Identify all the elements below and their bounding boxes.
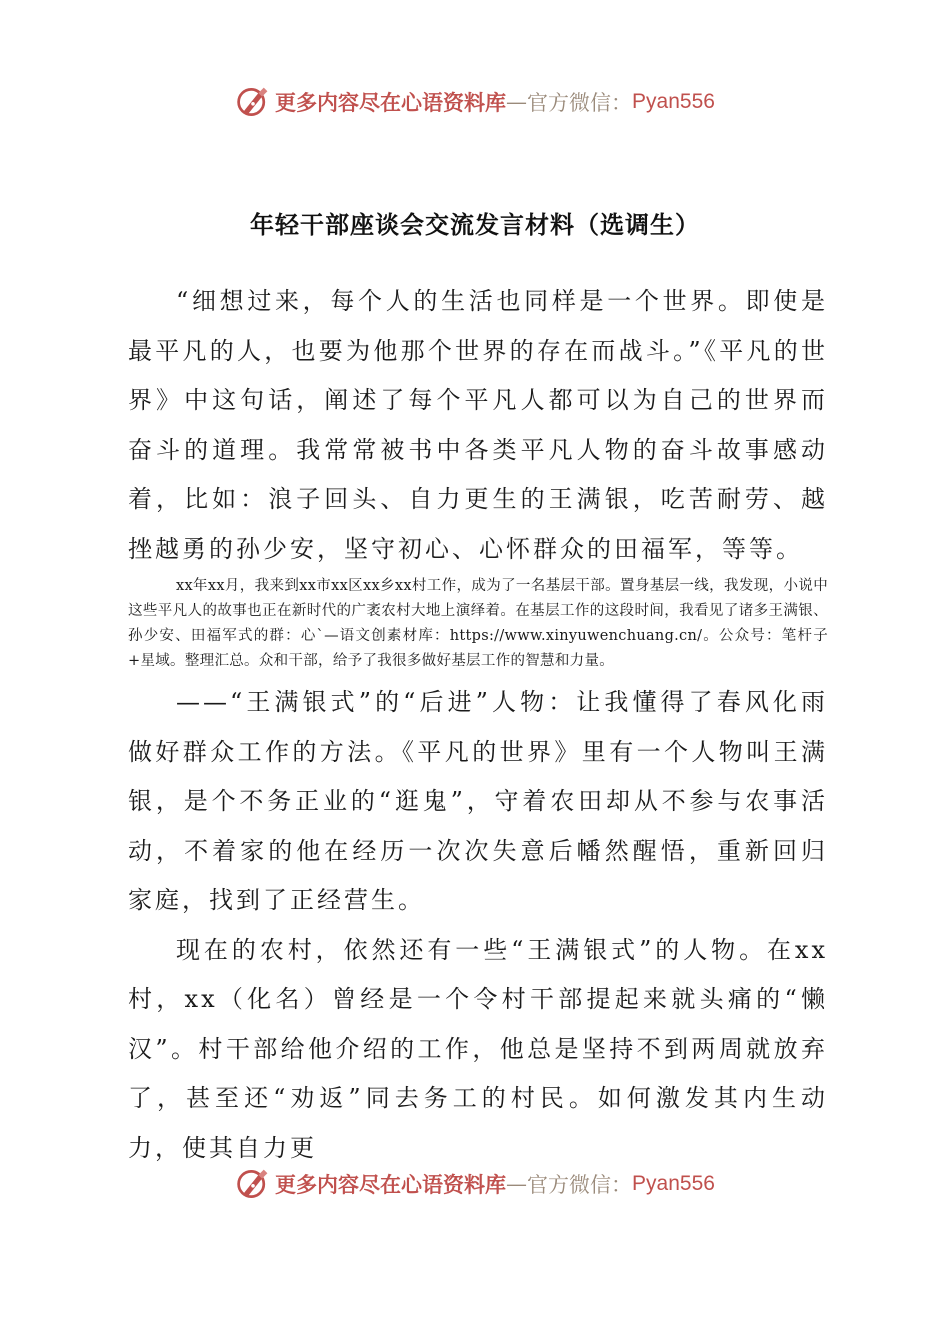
banner-wechat-id: Pyan556 [632,1172,715,1195]
document-body [128,277,828,1173]
document-title: 年轻干部座谈会交流发言材料（选调生） [250,211,700,239]
paragraph-small-print: xx年xx月，我来到xx市xx区xx乡xx村工作，成为了一名基层干部。置身基层一线，我发现，小说中这些平凡人的故事也正在新时代的广袤农村大地上演绎着。在基层工作的这段时间，我看见了诸多王满银、孙少安、田福军式的群：心`—语文创素材库：https://www.xinyuwenchuang.cn/。公众号：笔杆子+星域。整理汇总。众和干部，给予了我很多做好基层工作的智慧和力量。 [128,578,828,669]
footer-banner [0,1162,950,1206]
paragraph-wang-manyin: ——“王满银式”的“后进”人物：让我懂得了春风化雨做好群众工作的方法。《平凡的世界》里有一个人物叫王满银，是个不务正业的“逛鬼”，守着农田却从不参与农事活动，不着家的他在经历一次次失意后幡然醒悟，重新回归家庭，找到了正经营生。 [128,688,828,914]
banner-main-text: 更多内容尽在心语资料库 [275,90,507,115]
banner-wechat-label: 官方微信： [527,91,633,115]
paragraph-village: 现在的农村，依然还有一些“王满银式”的人物。在xx村，xx（化名）曾经是一个令村干部提起来就头痛的“懒汉”。村干部给他介绍的工作，他总是坚持不到两周就放弃了，甚至还“劝返”同去务工的村民。如何激发其内生动力，使其自力更 [128,935,828,1162]
pen-nib-logo-icon [235,1166,271,1202]
banner-separator: — [506,90,528,114]
banner-separator: — [506,1172,528,1196]
banner-wechat-label: 官方微信： [527,1173,633,1197]
paragraph-quote: “细想过来，每个人的生活也同样是一个世界。即使是最平凡的人，也要为他那个世界的存在而战斗。”《平凡的世界》中这句话，阐述了每个平凡人都可以为自己的世界而奋斗的道理。我常常被书中各类平凡人物的奋斗故事感动着，比如：浪子回头、自力更生的王满银，吃苦耐劳、越挫越勇的孙少安，坚守初心、心怀群众的田福军，等等。 [128,287,828,563]
pen-nib-logo-icon [235,84,271,120]
banner-main-text: 更多内容尽在心语资料库 [275,1172,507,1197]
banner-wechat-id: Pyan556 [632,90,715,113]
header-banner [0,80,950,124]
